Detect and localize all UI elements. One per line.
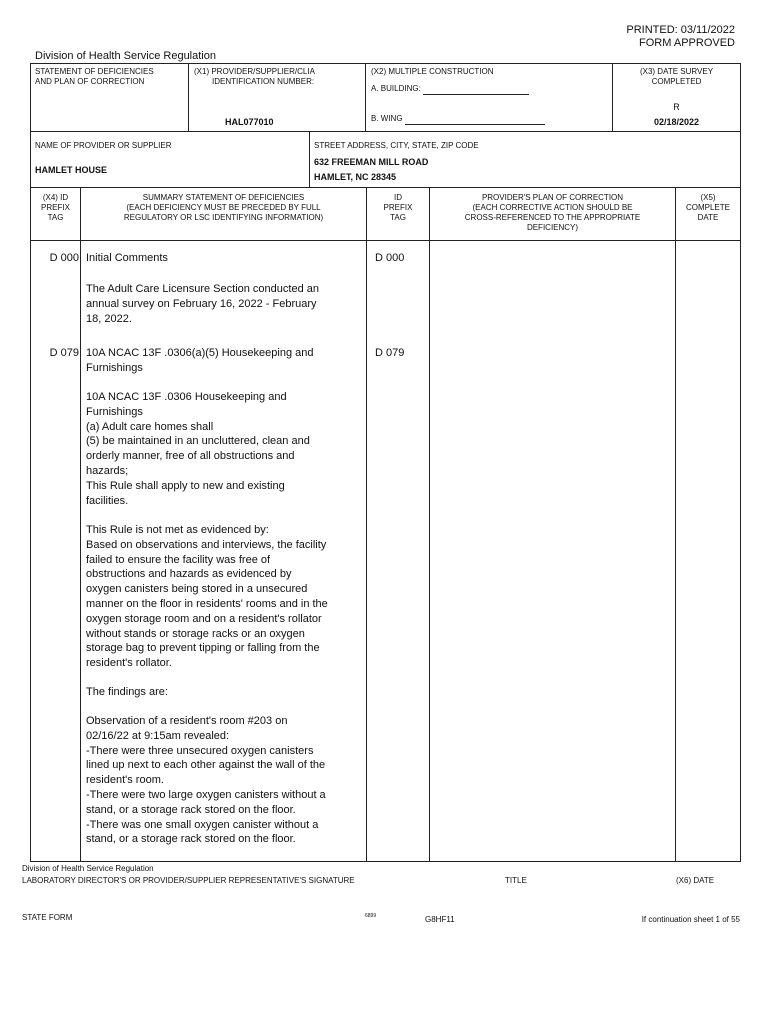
x5-header: (X5) COMPLETE DATE — [685, 193, 730, 222]
summary-header: SUMMARY STATEMENT OF DEFICIENCIES (EACH DEFICIENCY MUST BE PRECEDED BY FULL REGULATORY OR LSC IDENTIFYING INFORMATION) — [123, 193, 324, 222]
title-label: TITLE — [505, 876, 527, 885]
state-form-label: STATE FORM — [22, 913, 73, 922]
plan-header: PROVIDER'S PLAN OF CORRECTION (EACH CORRECTIVE ACTION SHOULD BE CROSS-REFERENCED TO THE APPROPRIATE DEFICIENCY) — [464, 193, 641, 232]
printed-date: PRINTED: 03/11/2022 — [626, 24, 735, 36]
prefix-tag-d079: D 079 — [49, 347, 79, 359]
plan-tag-d079: D 079 — [375, 347, 405, 359]
city-state-zip: HAMLET, NC 28345 — [314, 172, 397, 182]
plan-tag-d000: D 000 — [375, 252, 405, 264]
form-code: 6899 — [365, 913, 377, 919]
form-approved: FORM APPROVED — [639, 37, 735, 49]
entry-findings: The findings are: — [86, 686, 168, 698]
statement-label: STATEMENT OF DEFICIENCIES AND PLAN OF CORRECTION — [35, 67, 154, 86]
provider-label: NAME OF PROVIDER OR SUPPLIER — [35, 141, 172, 150]
prefix-tag-d000: D 000 — [49, 252, 79, 264]
signature-label: LABORATORY DIRECTOR'S OR PROVIDER/SUPPLIER REPRESENTATIVE'S SIGNATURE — [22, 876, 355, 885]
x4-header: (X4) ID PREFIX TAG — [41, 193, 70, 222]
entry-rule-title: 10A NCAC 13F .0306(a)(5) Housekeeping and Furnishings — [86, 347, 314, 374]
agency-name: Division of Health Service Regulation — [35, 50, 216, 62]
survey-date: 02/18/2022 — [653, 117, 700, 127]
x1-label: (X1) PROVIDER/SUPPLIER/CLIA IDENTIFICATION NUMBER: — [194, 67, 315, 86]
x3-label: (X3) DATE SURVEY COMPLETED — [639, 67, 714, 86]
x6-date-label: (X6) DATE — [676, 876, 715, 885]
x2-building: A. BUILDING: — [371, 84, 607, 95]
id-prefix-header: ID PREFIX TAG — [383, 193, 413, 222]
footer-agency: Division of Health Service Regulation — [22, 864, 154, 873]
street-address: 632 FREEMAN MILL ROAD — [314, 157, 429, 167]
provider-id-number: HAL077010 — [225, 117, 274, 127]
event-id: G8HF11 — [425, 915, 455, 924]
x3-r: R — [673, 102, 680, 112]
entry-observation: Observation of a resident's room #203 on 02/16/22 at 9:15am revealed: -There were three unsecured oxygen canisters lined up next to each other against the wall of the resident's room. -There were two large oxygen canisters without a stand, or a storage rack stored on the floor. -There was one small oxygen canister without a stand, or a storage rack stored on the floor. — [86, 715, 326, 846]
provider-name: HAMLET HOUSE — [35, 165, 107, 175]
street-label: STREET ADDRESS, CITY, STATE, ZIP CODE — [314, 141, 479, 150]
x2-label: (X2) MULTIPLE CONSTRUCTION — [371, 67, 494, 76]
entry-rule-text: 10A NCAC 13F .0306 Housekeeping and Furnishings (a) Adult care homes shall (5) be maintained in an uncluttered, clean and orderly manner, free of all obstructions and hazards; This Rule shall apply to new and existing facilities. — [86, 391, 310, 507]
entry-not-met: This Rule is not met as evidenced by: Based on observations and interviews, the facility failed to ensure the facility was free of obstructions and hazards as evidenced by oxygen canisters being stored in a unsecured manner on the floor in residents' rooms and in the oxygen storage room and on a resident's rollator without stands or storage racks or an oxygen storage bag to prevent tipping or falling from the resident's rollator. — [86, 524, 328, 670]
entry-initial-comments: Initial Comments — [86, 252, 168, 264]
continuation-note: If continuation sheet 1 of 55 — [641, 915, 740, 924]
x2-wing: B. WING — [371, 114, 607, 125]
entry-survey-note: The Adult Care Licensure Section conducted an annual survey on February 16, 2022 - February 18, 2022. — [86, 283, 319, 325]
